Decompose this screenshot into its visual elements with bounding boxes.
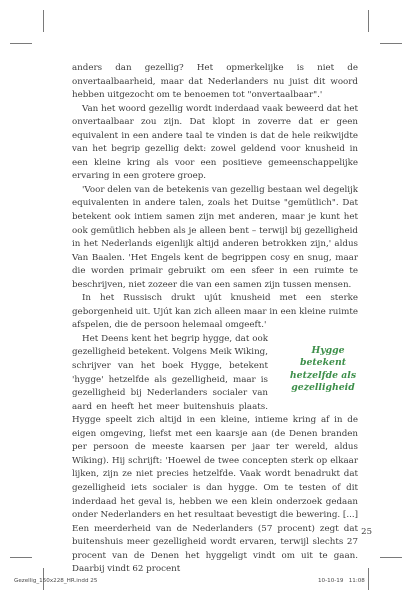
crop-mark	[43, 10, 44, 32]
paragraph-4: In het Russisch drukt ujút knusheid met een sterke geborgenheid uit. Ujút kan zich alleen maar in een kleine ruimte afspelen, die de persoon helemaal omgeeft.'	[72, 293, 358, 331]
crop-mark	[10, 557, 32, 558]
paragraph-5-text: Het Deens kent het begrip hygge, dat ook gezelligheid betekent. Volgens Meik Wiking, schrijver van het boek Hygge, betekent 'hygge' hetzelfde als gezelligheid, maar is gezelligheid bij Nederlanders socialer van aard en heeft het meer buitenshuis plaats. Hygge speelt zich altijd in een kleine, intieme kring af in de eigen omgeving, liefst met een kaarsje aan (de Denen branden per persoon de meeste kaarsen per jaar ter wereld, aldus Wiking). Hij schrijft: 'Hoewel de twee concepten sterk op elkaar lijken, zijn ze niet precies hetzelfde. Vaak wordt benadrukt dat gezelligheid iets socialer is dan hygge. Om te testen of dit inderdaad het geval is, hebben we een klein onderzoek gedaan onder Nederlanders en het resultaat bevestigt die bewering. [...] Een meerderheid van de Nederlanders (57 procent) zegt dat buitenshuis meer gezelligheid wordt ervaren, terwijl slechts 27 procent van de Denen het hyggeligt vindt om uit te gaan. Daarbij vindt 62 procent	[72, 333, 358, 575]
slug-timestamp	[318, 578, 365, 584]
crop-mark	[368, 10, 369, 32]
pull-quote: Hygge betekent hetzelfde als gezelligheid	[289, 344, 357, 394]
crop-mark	[380, 557, 402, 558]
crop-mark	[10, 43, 32, 44]
slug-filename: Gezellig_150x228_HR.indd 25	[14, 578, 98, 584]
crop-mark	[368, 568, 369, 590]
paragraph-1: anders dan gezellig? Het opmerkelijke is niet de onvertaalbaarheid, maar dat Nederlanders nu juist dit woord hebben uitgezocht om te benoemen tot "onvertaalbaar".'	[72, 63, 358, 101]
paragraph-5	[72, 333, 358, 577]
crop-mark	[380, 43, 402, 44]
slug-date: 10-10-19	[318, 578, 344, 584]
page-number: 25	[361, 527, 372, 537]
body-text	[72, 62, 358, 577]
paragraph-2: Van het woord gezellig wordt inderdaad vaak beweerd dat het onvertaalbaar zou zijn. Dat klopt in zoverre dat er geen equivalent in een andere taal te vinden is dat de hele reikwijdte van het begrip gezellig dekt: zowel geldend voor knusheid in een kleine kring als voor een positieve gemeenschappelijke ervaring in een grotere groep.	[72, 103, 358, 182]
slug-time: 11:08	[348, 578, 365, 584]
pull-quote-box	[276, 334, 370, 406]
paragraph-3: 'Voor delen van de betekenis van gezellig bestaan wel degelijk equivalenten in andere talen, zoals het Duitse "gemütlich". Dat betekent ook intiem samen zijn met anderen, maar je kunt het ook gemütlich hebben als je alleen bent – terwijl bij gezelligheid in het Nederlands eigenlijk altijd anderen betrokken zijn,' aldus Van Baalen. 'Het Engels kent de begrippen cosy en snug, maar die worden primair gebruikt om een sfeer in een ruimte te beschrijven, niet zozeer die van een samen zijn tussen mensen.	[72, 184, 358, 290]
